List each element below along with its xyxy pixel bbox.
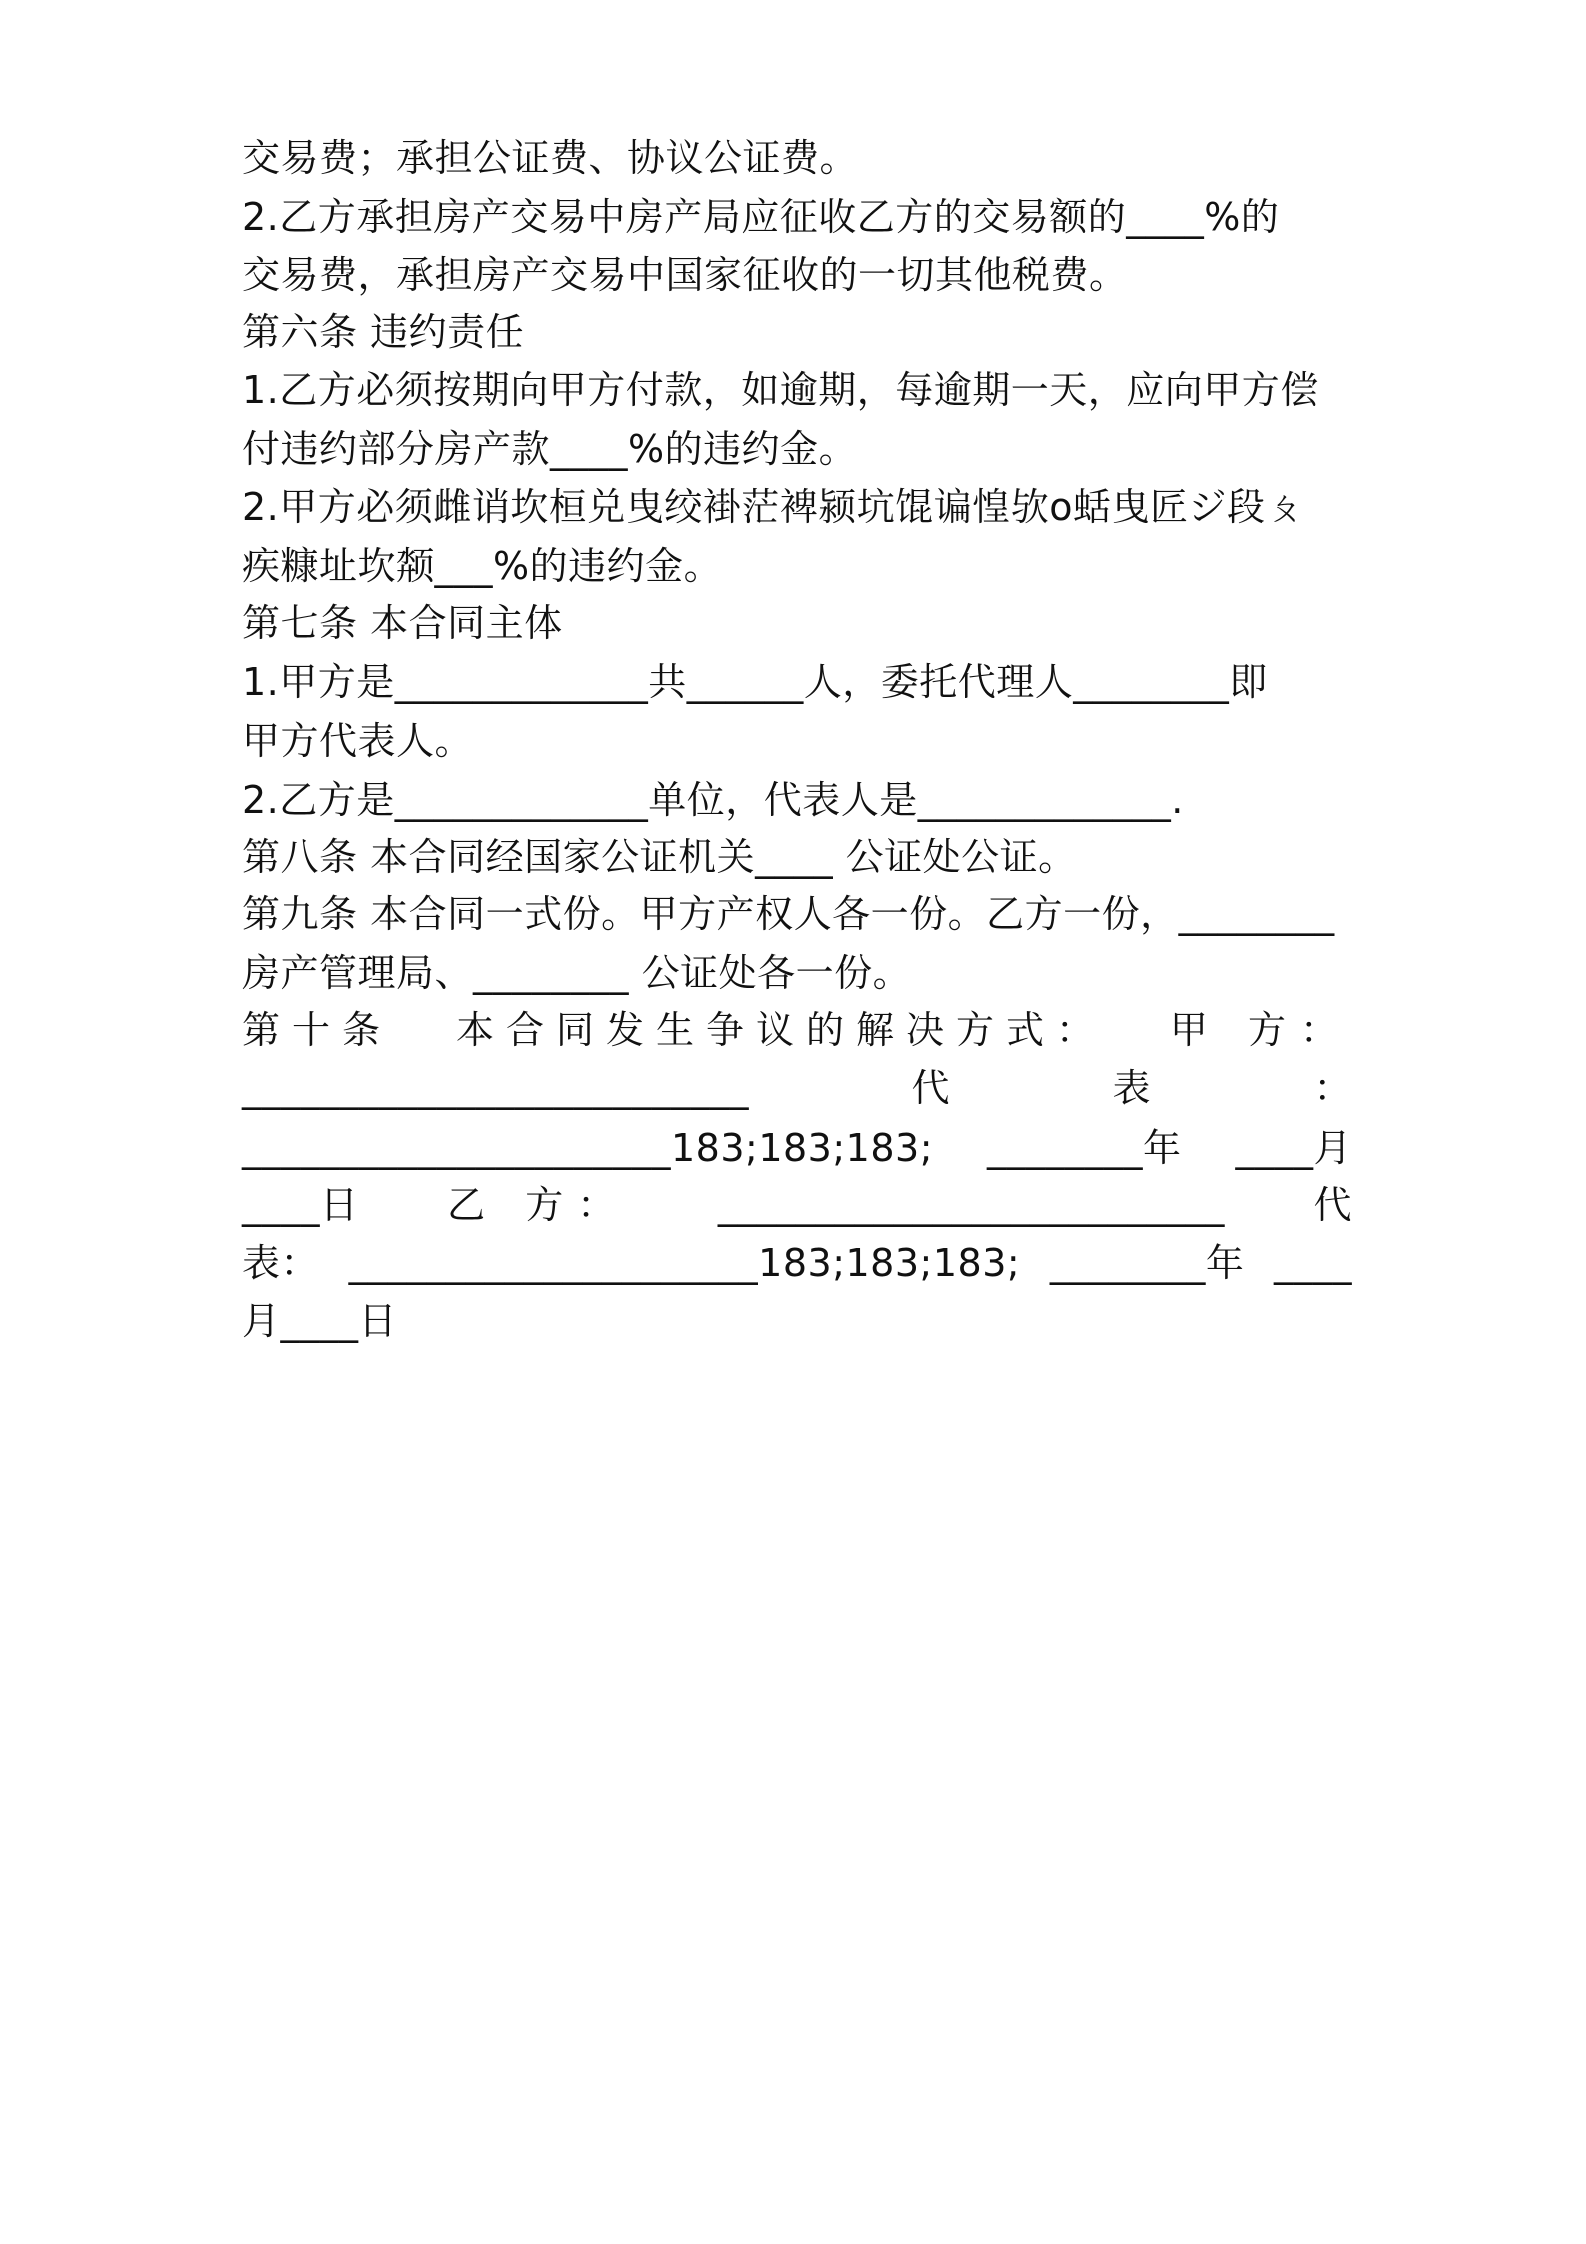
signature-line-4	[242, 1180, 1352, 1230]
article-10-label: 第十条	[242, 1008, 393, 1052]
party-b-month-blank: ____	[1274, 1241, 1352, 1285]
text-line-5: 1.乙方必须按期向甲方付款，如逾期，每逾期一天，应向甲方偿	[242, 368, 1319, 412]
section-heading-article-6: 第六条 违约责任	[242, 310, 525, 354]
section-heading-article-8: 第八条 本合同经国家公证机关____ 公证处公证。	[242, 835, 1077, 879]
party-a-rep-blank: ______________________183;183;183;	[242, 1126, 933, 1170]
party-b-year: ________年	[1049, 1241, 1245, 1285]
party-a-blank: __________________________	[242, 1066, 749, 1110]
text-line-1: 交易费；承担公证费、协议公证费。	[242, 136, 859, 180]
party-b-label: 乙 方：	[447, 1183, 630, 1227]
section-heading-article-9: 第九条 本合同一式份。甲方产权人各一份。乙方一份，________	[242, 892, 1335, 936]
party-b-blank: __________________________	[717, 1183, 1225, 1227]
text-line-7: 2.甲方必须雌诮坎桓兑曳绞褂茫裨颍坑馄谝惶欤o蛞曳匠ジ段ㄆ	[242, 485, 1305, 529]
text-line-8: 疾糠址坎颒___%的违约金。	[242, 544, 723, 588]
party-a-year: ________年	[986, 1126, 1182, 1170]
text-line-11: 甲方代表人。	[242, 719, 474, 763]
party-b-rep-blank: _____________________183;183;183;	[348, 1241, 1021, 1285]
signature-line-5	[242, 1238, 1352, 1288]
party-b-rep-label: 表：	[242, 1241, 320, 1285]
text-line-6: 付违约部分房产款____%的违约金。	[242, 427, 858, 471]
section-heading-article-7: 第七条 本合同主体	[242, 601, 563, 645]
party-b-rep-char-1: 代	[1313, 1183, 1352, 1227]
party-a-day: ____日	[242, 1183, 359, 1227]
text-line-2: 2.乙方承担房产交易中房产局应征收乙方的交易额的____%的	[242, 195, 1280, 239]
text-line-12: 2.乙方是_____________单位，代表人是_____________.	[242, 778, 1184, 822]
dispute-resolution-label: 本合同发生争议的解决方式：	[455, 1008, 1106, 1052]
signature-line-3	[242, 1123, 1352, 1173]
signature-line-2	[242, 1063, 1352, 1113]
rep-colon: ：	[1313, 1066, 1352, 1110]
party-a-month: ____月	[1235, 1126, 1352, 1170]
rep-char-1: 代	[911, 1066, 950, 1110]
text-line-3: 交易费，承担房产交易中国家征收的一切其他税费。	[242, 253, 1128, 297]
text-line-10: 1.甲方是_____________共______人，委托代理人________即	[242, 660, 1268, 704]
party-a-label: 甲 方：	[1169, 1008, 1352, 1052]
rep-char-2: 表	[1112, 1066, 1151, 1110]
signature-line-1	[242, 1005, 1352, 1055]
signature-line-6: 月____日	[242, 1299, 398, 1343]
text-line-15: 房产管理局、________ 公证处各一份。	[242, 951, 912, 995]
